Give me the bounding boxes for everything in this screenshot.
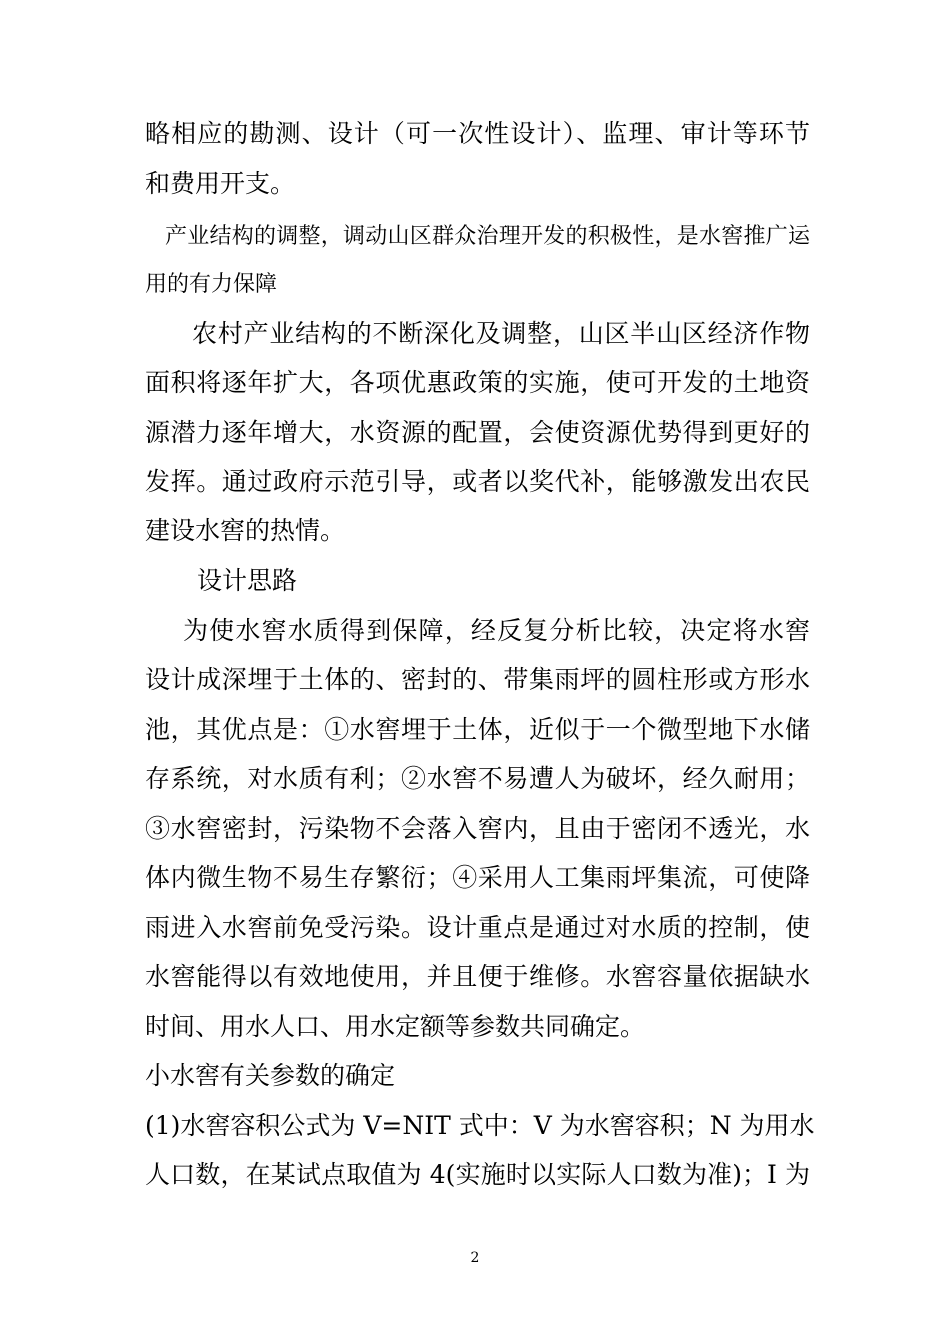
text-line: 存系统，对水质有利；②水窖不易遭人为破坏，经久耐用； [145,764,810,793]
text-line: 池，其优点是：①水窖埋于土体，近似于一个微型地下水储 [145,715,810,744]
section-heading: 产业结构的调整，调动山区群众治理开发的积极性，是水窖推广运 [165,224,810,249]
text-line: 为使水窖水质得到保障，经反复分析比较，决定将水窖 [183,616,810,645]
section-heading: 用的有力保障 [145,272,278,297]
text-line: 建设水窖的热情。 [145,516,346,545]
text-line: 农村产业结构的不断深化及调整，山区半山区经济作物 [192,319,810,348]
section-heading: 设计思路 [197,566,298,595]
text-line: 源潜力逐年增大，水资源的配置，会使资源优势得到更好的 [145,418,810,447]
page-number: 2 [470,1250,480,1266]
text-line: 发挥。通过政府示范引导，或者以奖代补，能够激发出农民 [145,467,810,496]
text-line: 和费用开支。 [145,169,296,198]
text-line: 水窖能得以有效地使用，并且便于维修。水窖容量依据缺水 [145,962,810,991]
text-line: 人口数，在某试点取值为 4(实施时以实际人口数为准)；I 为 [145,1160,810,1189]
text-line: 面积将逐年扩大，各项优惠政策的实施，使可开发的土地资 [145,368,810,397]
text-line: 设计成深埋于土体的、密封的、带集雨坪的圆柱形或方形水 [145,665,810,694]
text-line: 略相应的勘测、设计（可一次性设计）、监理、审计等环节 [145,119,810,148]
text-line: 雨进入水窖前免受污染。设计重点是通过对水质的控制，使 [145,913,810,942]
text-line: ③水窖密封，污染物不会落入窖内，且由于密闭不透光，水 [145,814,810,843]
text-line: 体内微生物不易生存繁衍；④采用人工集雨坪集流，可使降 [145,863,810,892]
section-heading: 小水窖有关参数的确定 [145,1061,396,1090]
text-line: (1)水窖容积公式为 V=NIT 式中：V 为水窖容积；N 为用水 [145,1111,815,1140]
text-line: 时间、用水人口、用水定额等参数共同确定。 [145,1012,646,1041]
